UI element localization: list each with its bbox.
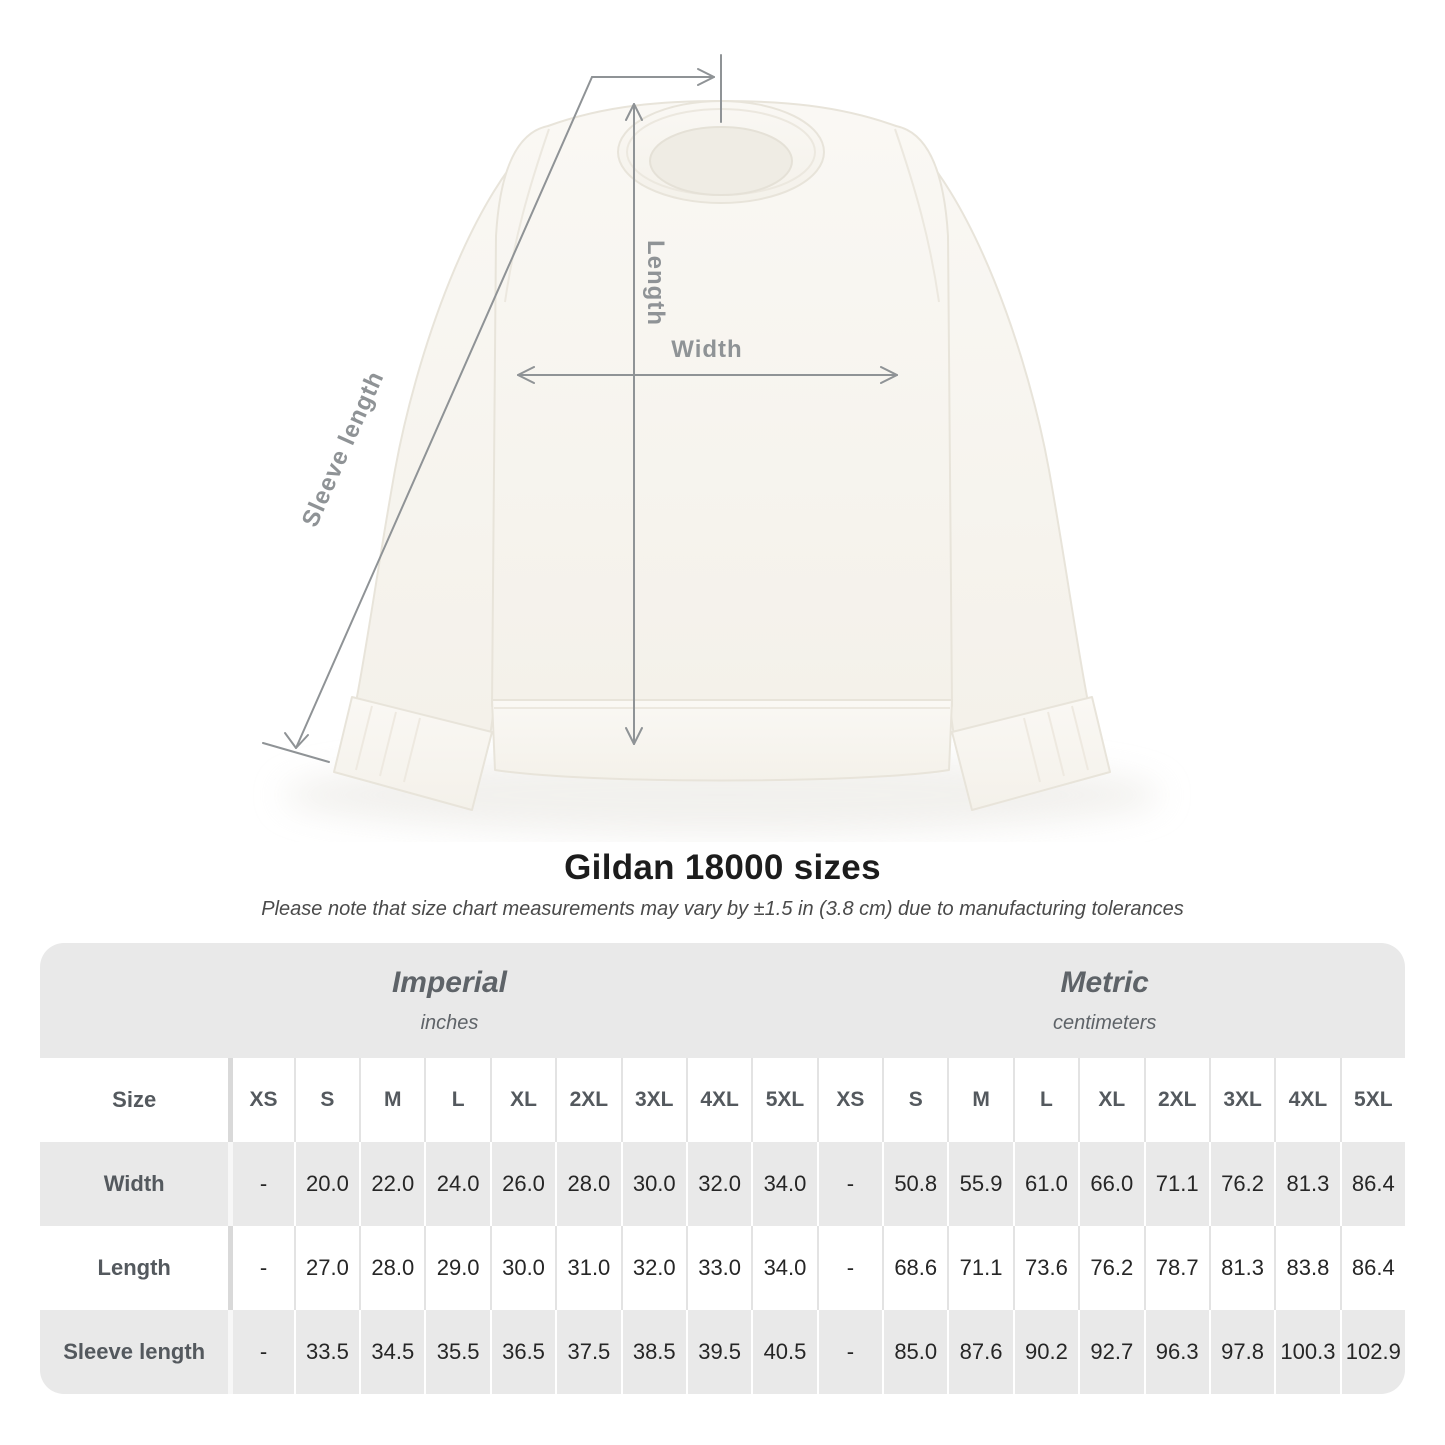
metric-value-cell: 85.0	[882, 1310, 947, 1394]
imperial-value-cell: 33.0	[686, 1226, 751, 1310]
imperial-size-column-header: XS	[228, 1058, 293, 1142]
metric-value-cell: 73.6	[1013, 1226, 1078, 1310]
imperial-value-cell: 30.0	[621, 1142, 686, 1226]
collar-opening	[650, 127, 792, 195]
metric-value-cell: 76.2	[1209, 1142, 1274, 1226]
metric-value-cell: -	[817, 1142, 882, 1226]
imperial-value-cell: 30.0	[490, 1226, 555, 1310]
imperial-unit-sublabel: inches	[420, 1012, 479, 1034]
metric-size-column-header: 2XL	[1144, 1058, 1209, 1142]
imperial-value-cell: 24.0	[424, 1142, 489, 1226]
metric-value-cell: 87.6	[947, 1310, 1012, 1394]
metric-size-column-header: L	[1013, 1058, 1078, 1142]
imperial-value-cell: 31.0	[555, 1226, 620, 1310]
page-title: Gildan 18000 sizes	[564, 848, 881, 887]
imperial-value-cell: 40.5	[751, 1310, 816, 1394]
imperial-size-column-header: S	[294, 1058, 359, 1142]
imperial-size-column-header: M	[359, 1058, 424, 1142]
tolerance-note: Please note that size chart measurements may vary by ±1.5 in (3.8 cm) due to manufacturing tolerances	[261, 898, 1184, 920]
imperial-value-cell: 36.5	[490, 1310, 555, 1394]
sweatshirt-illustration	[334, 101, 1110, 810]
imperial-value-cell: 33.5	[294, 1310, 359, 1394]
size-corner-label: Size	[112, 1087, 157, 1112]
metric-size-column-header: 4XL	[1274, 1058, 1339, 1142]
width-label: Width	[671, 336, 743, 363]
imperial-value-cell: -	[228, 1310, 293, 1394]
metric-value-cell: 61.0	[1013, 1142, 1078, 1226]
length-label: Length	[642, 240, 669, 326]
metric-unit-title: Metric	[1060, 966, 1149, 999]
metric-value-cell: 81.3	[1209, 1226, 1274, 1310]
measurement-row	[40, 1310, 1405, 1394]
imperial-value-cell: 32.0	[621, 1226, 686, 1310]
hem-band	[492, 700, 952, 781]
imperial-size-column-header: L	[424, 1058, 489, 1142]
metric-value-cell: 55.9	[947, 1142, 1012, 1226]
metric-size-column-header: XS	[817, 1058, 882, 1142]
imperial-value-cell: 20.0	[294, 1142, 359, 1226]
size-header-row	[40, 1058, 1405, 1142]
metric-value-cell: 86.4	[1340, 1142, 1405, 1226]
imperial-value-cell: 38.5	[621, 1310, 686, 1394]
metric-value-cell: 96.3	[1144, 1310, 1209, 1394]
metric-value-cell: 68.6	[882, 1226, 947, 1310]
imperial-value-cell: 34.5	[359, 1310, 424, 1394]
imperial-value-cell: 26.0	[490, 1142, 555, 1226]
imperial-value-cell: 29.0	[424, 1226, 489, 1310]
metric-size-column-header: M	[947, 1058, 1012, 1142]
imperial-value-cell: -	[228, 1226, 293, 1310]
metric-size-column-header: S	[882, 1058, 947, 1142]
metric-value-cell: 92.7	[1078, 1310, 1143, 1394]
metric-value-cell: 66.0	[1078, 1142, 1143, 1226]
metric-value-cell: 90.2	[1013, 1310, 1078, 1394]
imperial-unit-title: Imperial	[391, 966, 508, 999]
imperial-value-cell: 28.0	[359, 1226, 424, 1310]
imperial-size-column-header: 2XL	[555, 1058, 620, 1142]
imperial-value-cell: -	[228, 1142, 293, 1226]
imperial-value-cell: 32.0	[686, 1142, 751, 1226]
size-chart-table	[40, 943, 1405, 1394]
measurement-row-label: Width	[103, 1171, 165, 1196]
imperial-size-column-header: 4XL	[686, 1058, 751, 1142]
imperial-value-cell: 27.0	[294, 1226, 359, 1310]
imperial-value-cell: 34.0	[751, 1142, 816, 1226]
imperial-value-cell: 35.5	[424, 1310, 489, 1394]
measurement-row	[40, 1142, 1405, 1226]
metric-value-cell: 86.4	[1340, 1226, 1405, 1310]
metric-value-cell: 83.8	[1274, 1226, 1339, 1310]
imperial-value-cell: 37.5	[555, 1310, 620, 1394]
metric-size-column-header: 5XL	[1340, 1058, 1405, 1142]
imperial-size-column-header: 5XL	[751, 1058, 816, 1142]
metric-unit-sublabel: centimeters	[1053, 1012, 1157, 1034]
metric-size-column-header: XL	[1078, 1058, 1143, 1142]
metric-value-cell: 76.2	[1078, 1226, 1143, 1310]
measurement-row-label: Sleeve length	[63, 1339, 206, 1364]
table-header-band	[40, 943, 1405, 1058]
metric-size-column-header: 3XL	[1209, 1058, 1274, 1142]
metric-value-cell: 97.8	[1209, 1310, 1274, 1394]
metric-value-cell: 102.9	[1340, 1310, 1405, 1394]
metric-value-cell: 71.1	[947, 1226, 1012, 1310]
metric-value-cell: 100.3	[1274, 1310, 1339, 1394]
metric-value-cell: -	[817, 1310, 882, 1394]
metric-value-cell: 78.7	[1144, 1226, 1209, 1310]
imperial-value-cell: 39.5	[686, 1310, 751, 1394]
metric-value-cell: -	[817, 1226, 882, 1310]
imperial-size-column-header: XL	[490, 1058, 555, 1142]
size-table-grid	[40, 1058, 1405, 1394]
imperial-value-cell: 28.0	[555, 1142, 620, 1226]
imperial-size-column-header: 3XL	[621, 1058, 686, 1142]
measurement-row	[40, 1226, 1405, 1310]
imperial-value-cell: 34.0	[751, 1226, 816, 1310]
metric-unit-group	[1053, 943, 1156, 1058]
measurement-row-label: Length	[97, 1255, 171, 1280]
metric-value-cell: 50.8	[882, 1142, 947, 1226]
metric-value-cell: 71.1	[1144, 1142, 1209, 1226]
imperial-unit-group	[392, 943, 507, 1058]
metric-value-cell: 81.3	[1274, 1142, 1339, 1226]
sleeve-length-label: Sleeve length	[296, 366, 390, 532]
imperial-value-cell: 22.0	[359, 1142, 424, 1226]
